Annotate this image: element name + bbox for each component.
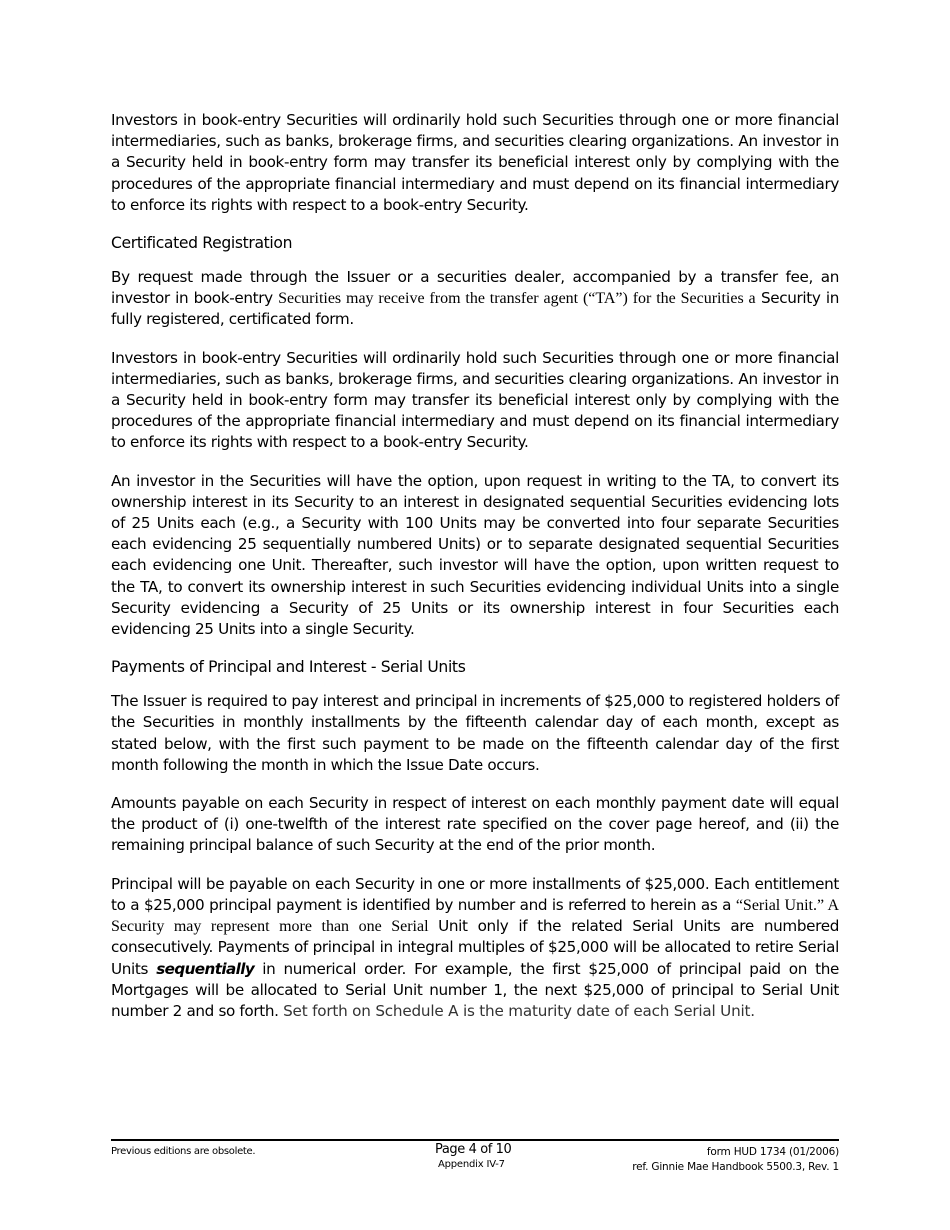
paragraph-text: By request made through the Issuer or a securities dealer, accompanied by a transfer fee, an investor in book-entry (111, 268, 839, 308)
footer-obsolete-note: Previous editions are obsolete. (111, 1146, 256, 1157)
paragraph-text: Principal will be payable on each Security in one or more installments of $25,000. Each entitlement to a $25,000 principal payment is identified by number and is referred to herein as a (111, 874, 839, 914)
paragraph-book-entry-investors-2: Investors in book-entry Securities will ordinarily hold such Securities through one or more financial intermediaries, such as banks, brokerage firms, and securities clearing organizations. An investor in a Security held in book-entry form may transfer its beneficial interest only by complying with the procedures of the appropriate financial intermediary and must depend on its financial intermediary to enforce its rights with respect to a book-entry Security. (111, 348, 839, 452)
paragraph-interest-amounts: Amounts payable on each Security in respect of interest on each monthly payment date will equal the product of (i) one-twelfth of the interest rate specified on the cover page hereof, and (ii) the remaining principal balance of such Security at the end of the prior month. (111, 794, 839, 855)
paragraph-text: Security in fully registered, certificated form. (111, 289, 840, 329)
paragraph-text: Unit only if the related Serial Units are numbered consecutively. Payments of principal in integral multiples of $25,000 will be allocated to retire Serial Units (111, 917, 839, 978)
paragraph-text-serif: “Serial Unit.” A Security may represent more than one Serial (111, 896, 839, 936)
page-number: Page 4 of 10 (435, 1142, 512, 1157)
paragraph-text-serif: Securities may receive from the transfer agent (“TA”) for the Securities a (278, 290, 756, 308)
heading-payments-serial-units: Payments of Principal and Interest - Serial Units (111, 658, 466, 677)
handbook-reference: ref. Ginnie Mae Handbook 5500.3, Rev. 1 (632, 1161, 839, 1173)
form-id: form HUD 1734 (01/2006) (706, 1146, 839, 1158)
emphasis-sequentially: sequentially (156, 959, 255, 978)
paragraph-principal-serial-units (111, 874, 839, 1022)
appendix-label: Appendix IV-7 (438, 1159, 505, 1170)
heading-certificated-registration: Certificated Registration (111, 234, 293, 253)
paragraph-certificated-request (111, 267, 839, 331)
paragraph-text: in numerical order. For example, the first $25,000 of principal paid on the Mortgages will be allocated to Serial Unit number 1, the next $25,000 of principal to Serial Unit number 2 and so forth. (111, 959, 839, 1020)
paragraph-conversion-option: An investor in the Securities will have the option, upon request in writing to the TA, to convert its ownership interest in its Security to an interest in designated sequential Securities evidencing lots of 25 Units each (e.g., a Security with 100 Units may be converted into four separate Securities each evidencing 25 sequentially numbered Units) or to separate designated sequential Securities each evidencing one Unit. Thereafter, such investor will have the option, upon written request to the TA, to convert its ownership interest in such Securities evidencing individual Units into a single Security evidencing a Security of 25 Units or its ownership interest in four Securities each evidencing 25 Units into a single Security. (111, 471, 839, 639)
footer-row (111, 1141, 839, 1173)
document-body (111, 110, 839, 1022)
paragraph-interest-principal-payments: The Issuer is required to pay interest and principal in increments of $25,000 to registered holders of the Securities in monthly installments by the fifteenth calendar day of each month, except as stated below, with the first such payment to be made on the fifteenth calendar day of the first month following the month in which the Issue Date occurs. (111, 692, 839, 774)
page-footer (111, 1139, 839, 1173)
paragraph-book-entry-investors-1: Investors in book-entry Securities will ordinarily hold such Securities through one or more financial intermediaries, such as banks, brokerage firms, and securities clearing organizations. An investor in a Security held in book-entry form may transfer its beneficial interest only by complying with the procedures of the appropriate financial intermediary and must depend on its financial intermediary to enforce its rights with respect to a book-entry Security. (111, 111, 839, 214)
paragraph-text-schedule: Set forth on Schedule A is the maturity date of each Serial Unit. (283, 1001, 755, 1020)
